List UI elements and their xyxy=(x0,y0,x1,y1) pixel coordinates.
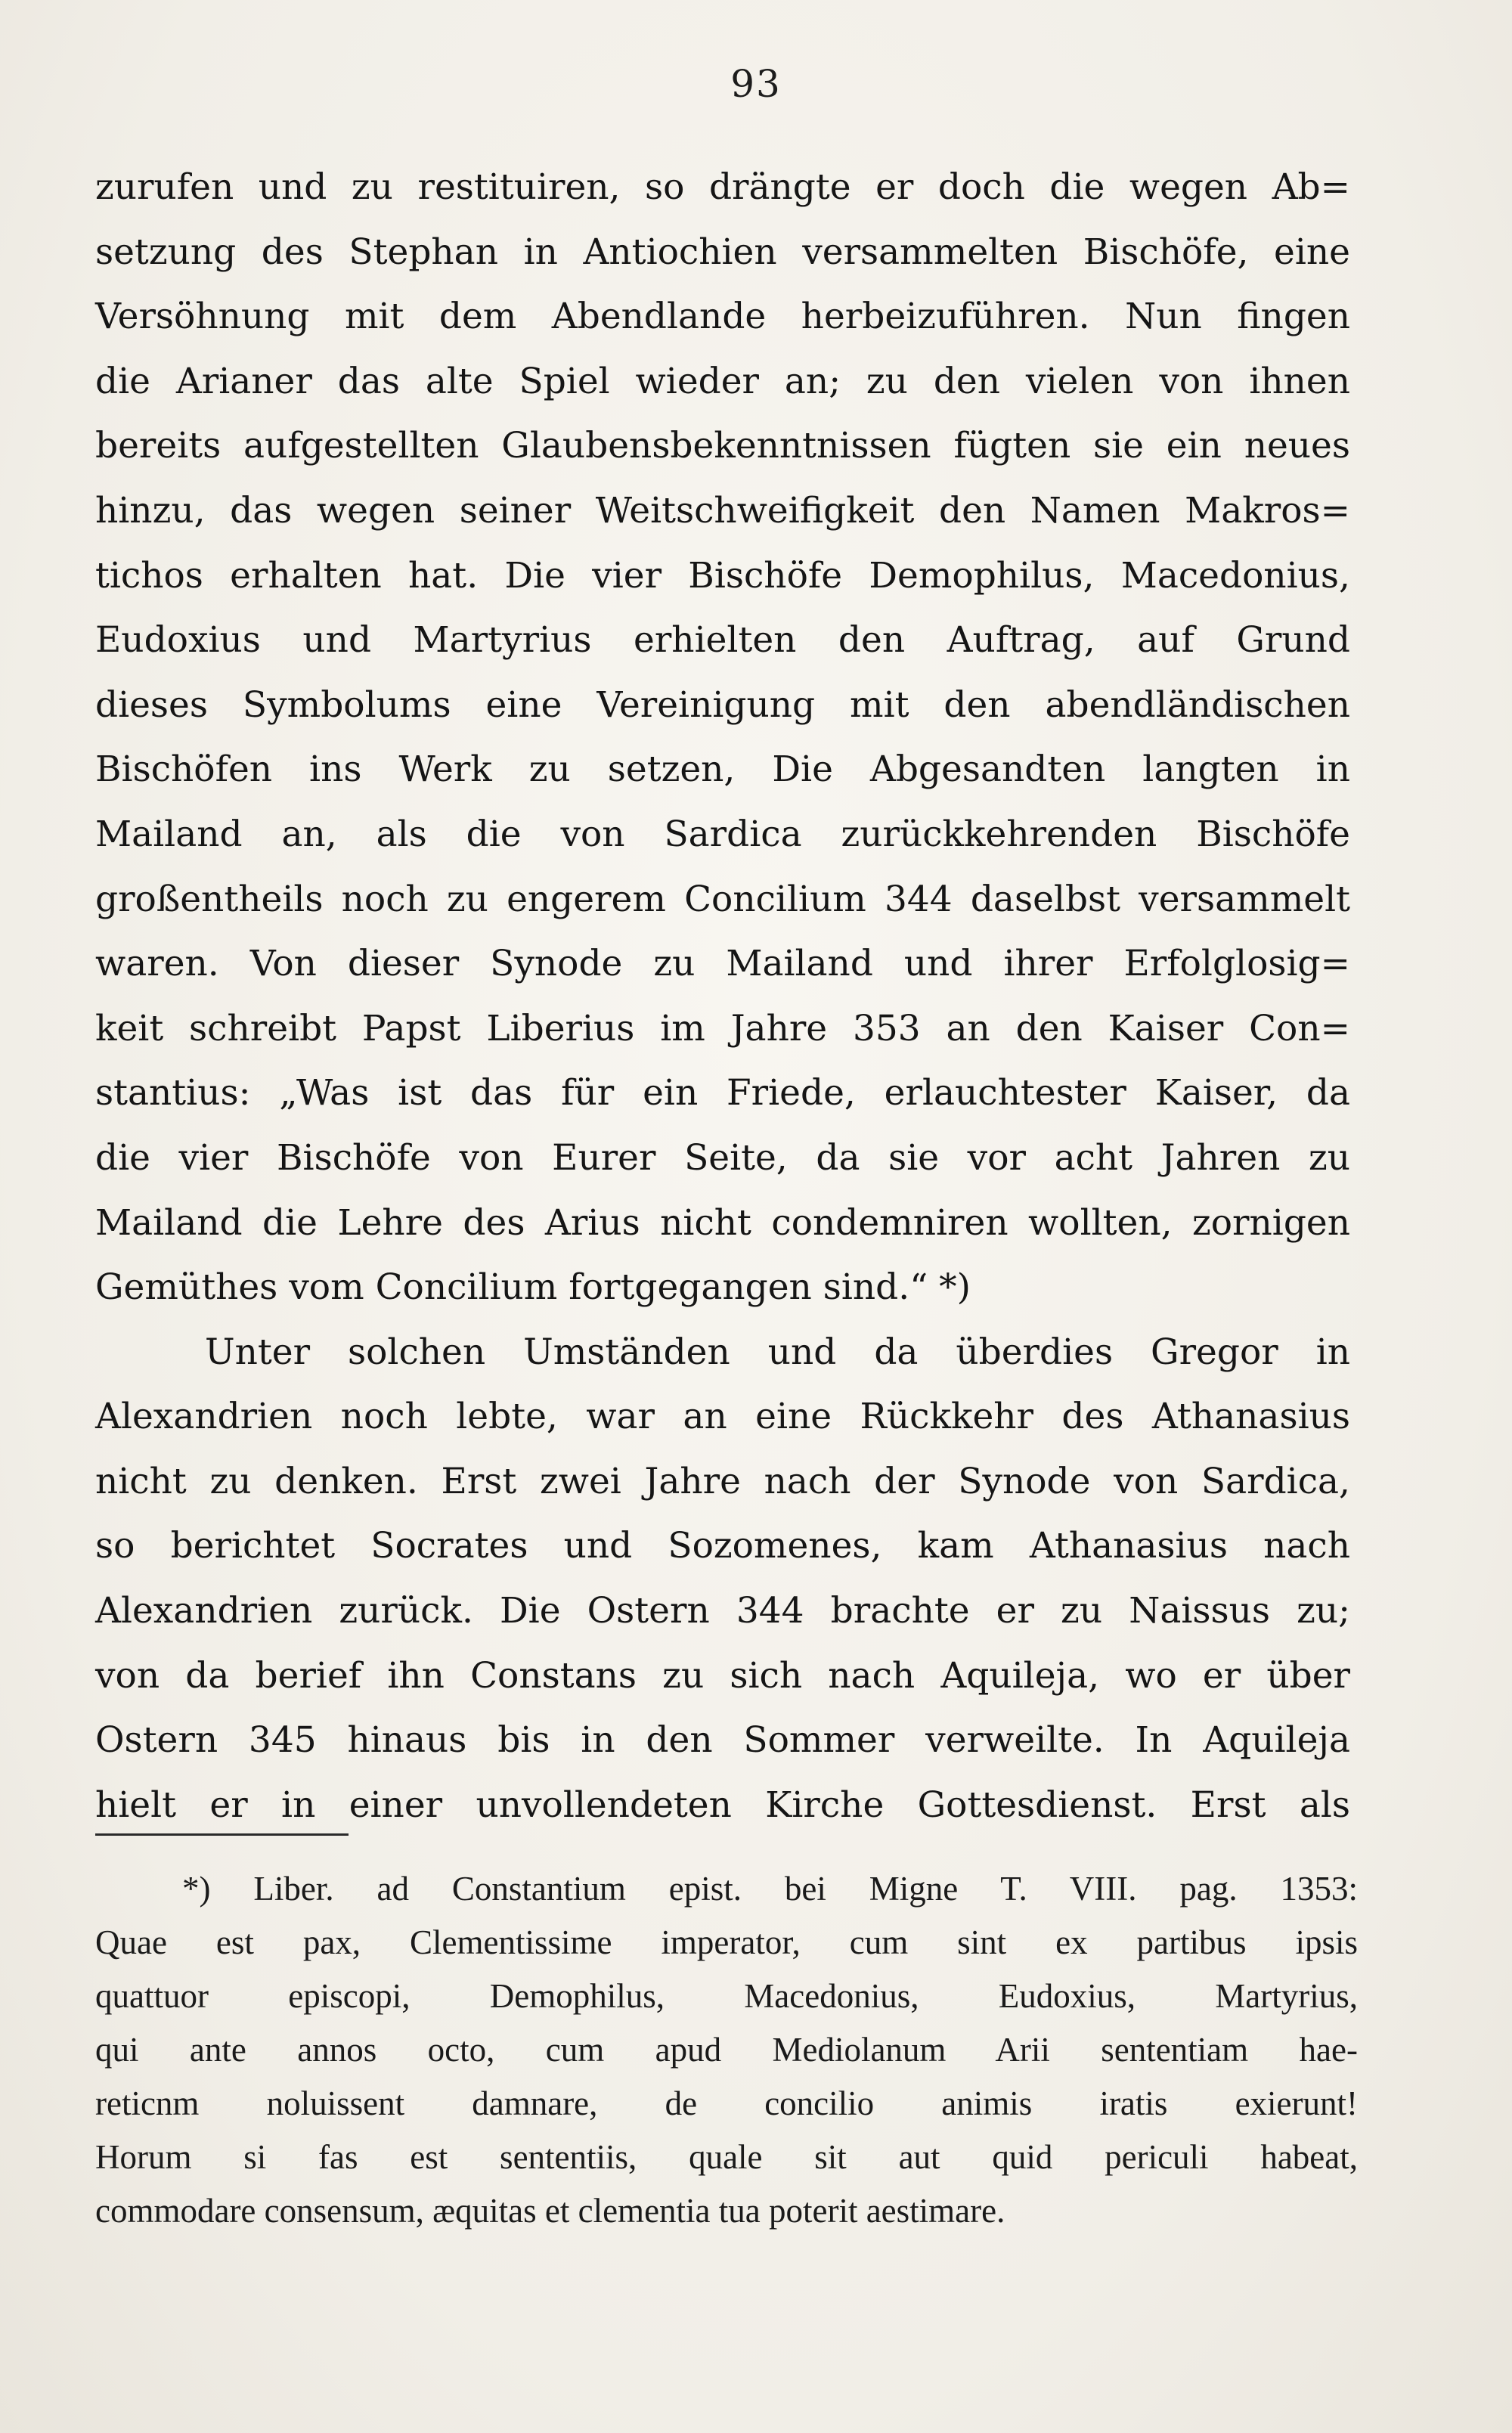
text-line: Mailand die Lehre des Arius nicht condemniren wollten, zornigen xyxy=(95,1201,1350,1244)
footnote-line: qui ante annos octo, cum apud Mediolanum Arii sententiam hae- xyxy=(95,2031,1358,2069)
text-line: keit schreibt Papst Liberius im Jahre 353 an den Kaiser Con= xyxy=(95,1007,1350,1049)
text-line: die Arianer das alte Spiel wieder an; zu den vielen von ihnen xyxy=(95,360,1350,402)
footnote-line: Quae est pax, Clementissime imperator, cum sint ex partibus ipsis xyxy=(95,1923,1358,1961)
text-line: großentheils noch zu engerem Concilium 344 daselbst versammelt xyxy=(95,878,1350,920)
text-line: zurufen und zu restituiren, so drängte er doch die wegen Ab= xyxy=(95,166,1350,208)
footnote-line: *) Liber. ad Constantium epist. bei Migne T. VIII. pag. 1353: xyxy=(182,1870,1358,1908)
text-line: waren. Von dieser Synode zu Mailand und ihrer Erfolglosig= xyxy=(95,943,1350,985)
text-line: Mailand an, als die von Sardica zurückkehrenden Bischöfe xyxy=(95,813,1350,855)
text-line: Versöhnung mit dem Abendlande herbeizuführen. Nun fingen xyxy=(95,296,1350,338)
footnote-line: reticnm noluissent damnare, de concilio animis iratis exierunt! xyxy=(95,2084,1358,2122)
page-number: 93 xyxy=(730,62,782,106)
text-line: Alexandrien noch lebte, war an eine Rückkehr des Athanasius xyxy=(95,1396,1350,1438)
text-line: so berichtet Socrates und Sozomenes, kam Athanasius nach xyxy=(95,1525,1350,1567)
text-line: bereits aufgestellten Glaubensbekenntnissen fügten sie ein neues xyxy=(95,425,1350,467)
footnote-line: Horum si fas est sententiis, quale sit aut quid periculi habeat, xyxy=(95,2138,1358,2176)
text-line: stantius: „Was ist das für ein Friede, erlauchtester Kaiser, da xyxy=(95,1072,1350,1114)
text-line: setzung des Stephan in Antiochien versammelten Bischöfe, eine xyxy=(95,231,1350,273)
text-line: dieses Symbolums eine Vereinigung mit den abendländischen xyxy=(95,683,1350,726)
text-line: tichos erhalten hat. Die vier Bischöfe Demophilus, Macedonius, xyxy=(95,554,1350,597)
text-line: Alexandrien zurück. Die Ostern 344 brachte er zu Naissus zu; xyxy=(95,1590,1350,1632)
paragraph-start-line: Unter solchen Umständen und da überdies Gregor in xyxy=(205,1331,1350,1373)
text-line: nicht zu denken. Erst zwei Jahre nach der Synode von Sardica, xyxy=(95,1460,1350,1502)
text-line: Gemüthes vom Concilium fortgegangen sind.“ *) xyxy=(95,1266,971,1309)
text-line: die vier Bischöfe von Eurer Seite, da sie vor acht Jahren zu xyxy=(95,1136,1350,1179)
text-line: von da berief ihn Constans zu sich nach Aquileja, wo er über xyxy=(95,1654,1350,1697)
text-line: hinzu, das wegen seiner Weitschweifigkeit den Namen Makros= xyxy=(95,489,1350,532)
main-text-block xyxy=(95,155,1350,1837)
text-line: Bischöfen ins Werk zu setzen, Die Abgesandten langten in xyxy=(95,748,1350,791)
text-line: Eudoxius und Martyrius erhielten den Auftrag, auf Grund xyxy=(95,619,1350,662)
footnote-line: quattuor episcopi, Demophilus, Macedonius, Eudoxius, Martyrius, xyxy=(95,1977,1358,2015)
footnote-line: commodare consensum, æquitas et clementia tua poterit aestimare. xyxy=(95,2192,1005,2230)
footnote-block xyxy=(95,1862,1358,2238)
footnote-divider xyxy=(95,1833,349,1836)
text-line: Ostern 345 hinaus bis in den Sommer verweilte. In Aquileja xyxy=(95,1719,1350,1762)
text-line: hielt er in einer unvollendeten Kirche Gottesdienst. Erst als xyxy=(95,1784,1350,1826)
